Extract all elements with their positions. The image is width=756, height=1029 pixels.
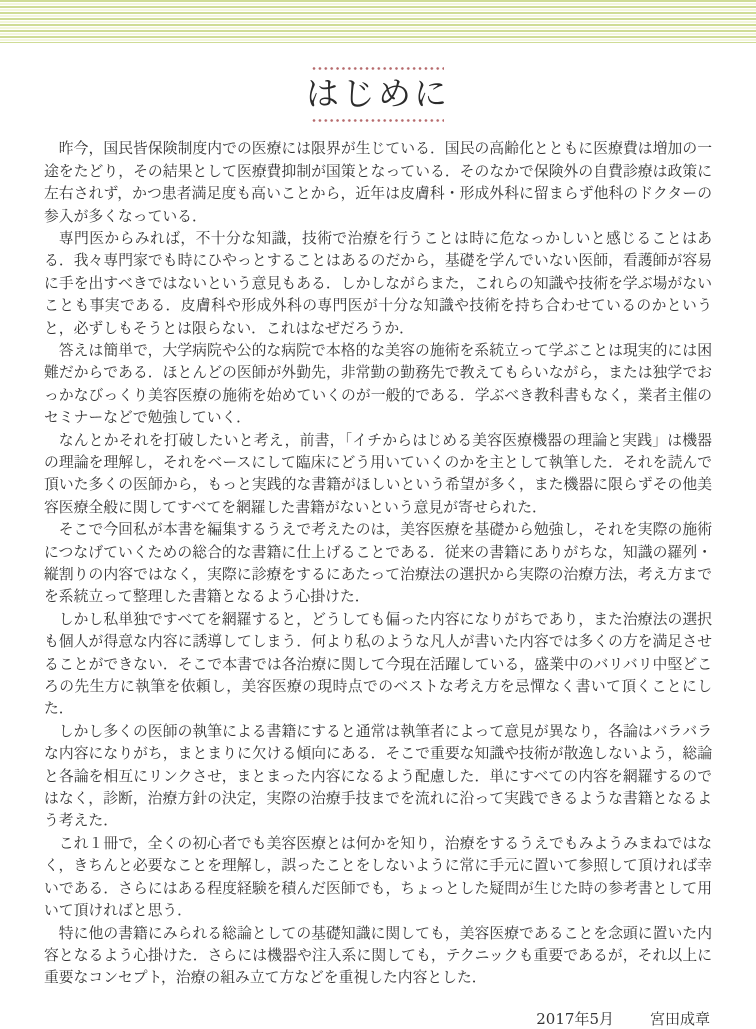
paragraph-3: 答えは簡単で，大学病院や公的な病院で本格的な美容の施術を系統立って学ぶことは現実的には困難だからである．ほとんどの医師が外勤先，非常勤の勤務先で教えてもらいながら，または独学でおっかなびっくり美容医療の施術を始めていくのが一般的である．学ぶべき教科書もなく，業者主催のセミナーなどで勉強していく．	[44, 341, 712, 427]
paragraph-1: 昨今，国民皆保険制度内での医療には限界が生じている．国民の高齢化とともに医療費は増加の一途をたどり，その結果として医療費抑制が国策となっている．そのなかで保険外の自費診療は政策に左右されず，かつ患者満足度も高いことから，近年は皮膚科・形成外科に留まらず他科のドクターの参入が多くなっている．	[44, 140, 712, 225]
signature-line	[44, 1008, 710, 1029]
paragraph-7: しかし多くの医師の執筆による書籍にすると通常は執筆者によって意見が異なり，各論はバラバラな内容になりがち，まとまりに欠ける傾向にある．そこで重要な知識や技術が散逸しないよう，総論と各論を相互にリンクさせ，まとまった内容になるよう配慮した．単にすべての内容を網羅するのではなく，診断，治療方針の決定，実際の治療手技までを流れに沿って実践できるような書籍となるよう考えた．	[44, 722, 712, 830]
dotted-rule-bottom	[312, 118, 444, 123]
page-title: はじめに	[306, 74, 450, 113]
decorative-stripes	[0, 0, 756, 43]
paragraph-8: これ１冊で，全くの初心者でも美容医療とは何かを知り，治療をするうえでもみようみまねではなく，きちんと必要なことを理解し，誤ったことをしないように常に手元に置いて参照して頂ければ幸いである．さらにはある程度経験を積んだ医師でも，ちょっとした疑問が生じた時の参考書として用いて頂ければと思う．	[44, 834, 712, 920]
paragraph-2: 専門医からみれば，不十分な知識，技術で治療を行うことは時に危なっかしいと感じることはある．我々専門家でも時にひやっとすることはあるのだから，基礎を学んでいない医師，看護師が容易に手を出すべきではないという意見もある．しかしながらまた，これらの知識や技術を学ぶ場がないことも事実である．皮膚科や形成外科の専門医が十分な知識や技術を持ち合わせているのかというと，必ずしもそうとは限らない．これはなぜだろうか．	[44, 229, 712, 337]
title-block	[0, 66, 756, 123]
signature-author: 宮田成章	[649, 1009, 710, 1028]
paragraph-4: なんとかそれを打破したいと考え，前書，「イチからはじめる美容医療機器の理論と実践」は機器の理論を理解し，それをベースにして臨床にどう用いていくのかを主として執筆した．それを読んで頂いた多くの医師から，もっと実践的な書籍がほしいという希望が多く，また機器に限らずその他美容医療全般に関してすべてを網羅した書籍がないという意見が寄せられた．	[44, 431, 712, 516]
paragraph-9: 特に他の書籍にみられる総論としての基礎知識に関しても，美容医療であることを念頭に置いた内容となるよう心掛けた．さらには機器や注入系に関しても，テクニックも重要であるが，それ以上に重要なコンセプト，治療の組み立て方などを重視した内容とした．	[44, 924, 712, 987]
paragraph-5: そこで今回私が本書を編集するうえで考えたのは，美容医療を基礎から勉強し，それを実際の施術につなげていくための総合的な書籍に仕上げることである．従来の書籍にありがちな，知識の羅列・縦割りの内容ではなく，実際に診療をするにあたって治療法の選択から実際の治療方法，考え方までを系統立って整理した書籍となるよう心掛けた．	[44, 521, 712, 606]
paragraph-6: しかし私単独ですべてを網羅すると，どうしても偏った内容になりがちであり，また治療法の選択も個人が得意な内容に誘導してしまう．何より私のような凡人が書いた内容では多くの方を満足させることができない．そこで本書では各治療に関して今現在活躍している，盛業中のバリバリ中堅どころの先生方に執筆を依頼し，美容医療の現時点でのベストな考え方を忌憚なく書いて頂くことにした．	[44, 610, 712, 718]
signature-date: 2017年5月	[536, 1009, 614, 1028]
preface-text	[44, 138, 712, 989]
dotted-rule-top	[312, 66, 444, 71]
